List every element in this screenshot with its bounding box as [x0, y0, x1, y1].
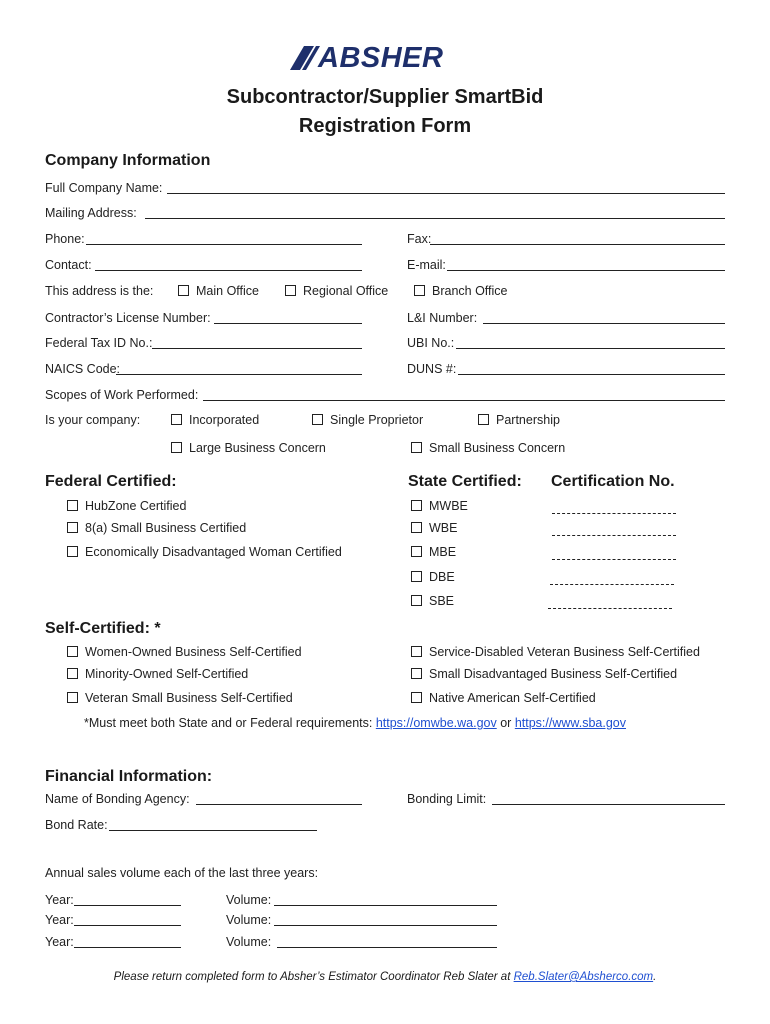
- volume1-label: Volume:: [226, 893, 272, 907]
- partnership-checkbox[interactable]: [478, 413, 560, 427]
- checkbox-icon: [411, 442, 422, 453]
- wbe-cert-field[interactable]: [552, 535, 676, 536]
- mailing-address-field[interactable]: [145, 218, 725, 219]
- address-type-label: This address is the:: [45, 284, 154, 298]
- certification-number-heading: Certification No.: [551, 473, 675, 490]
- license-label: Contractor’s License Number:: [45, 311, 211, 325]
- ubi-field[interactable]: [456, 348, 725, 349]
- email-field[interactable]: [447, 270, 725, 271]
- bonding-limit-label: Bonding Limit:: [407, 792, 487, 806]
- wbe-checkbox[interactable]: [411, 521, 457, 535]
- small-business-checkbox[interactable]: [411, 441, 565, 455]
- checkbox-icon: [67, 546, 78, 557]
- checkbox-icon: [411, 668, 422, 679]
- main-office-label: Main Office: [196, 284, 259, 298]
- wbe-label: WBE: [429, 521, 458, 535]
- checkbox-icon: [411, 646, 422, 657]
- duns-field[interactable]: [458, 374, 725, 375]
- large-business-checkbox[interactable]: [171, 441, 326, 455]
- 8a-checkbox[interactable]: [67, 521, 246, 535]
- contact-field[interactable]: [95, 270, 362, 271]
- sbe-cert-field[interactable]: [548, 608, 672, 609]
- checkbox-icon: [411, 692, 422, 703]
- incorporated-checkbox[interactable]: [171, 413, 259, 427]
- checkbox-icon: [285, 285, 296, 296]
- footer-email-link[interactable]: Reb.Slater@Absherco.com: [513, 971, 654, 983]
- veteran-small-business-checkbox[interactable]: [67, 691, 293, 705]
- checkbox-icon: [67, 522, 78, 533]
- requirements-note-text: *Must meet both State and or Federal requirements:: [84, 716, 373, 730]
- mbe-checkbox[interactable]: [411, 545, 456, 559]
- main-office-checkbox[interactable]: [178, 284, 259, 298]
- small-disadvantaged-checkbox[interactable]: [411, 667, 677, 681]
- scopes-field[interactable]: [203, 400, 725, 401]
- bonding-agency-label: Name of Bonding Agency:: [45, 792, 190, 806]
- branch-office-checkbox[interactable]: [414, 284, 508, 298]
- checkbox-icon: [411, 546, 422, 557]
- checkbox-icon: [67, 646, 78, 657]
- large-business-label: Large Business Concern: [189, 441, 326, 455]
- footer-text: Please return completed form to Absher’s Estimator Coordinator Reb Slater at: [113, 971, 511, 983]
- naics-label: NAICS Code:: [45, 362, 121, 376]
- duns-label: DUNS #:: [407, 362, 457, 376]
- naics-field[interactable]: [116, 374, 362, 375]
- bonding-limit-field[interactable]: [492, 804, 725, 805]
- state-certified-heading: State Certified:: [408, 473, 522, 490]
- bond-rate-field[interactable]: [109, 830, 317, 831]
- checkbox-icon: [411, 500, 422, 511]
- small-disadvantaged-label: Small Disadvantaged Business Self-Certified: [429, 667, 678, 681]
- absher-logo-text: ABSHER: [318, 42, 444, 74]
- footer-note: [0, 971, 770, 983]
- year2-label: Year:: [45, 913, 74, 927]
- financial-info-heading: Financial Information:: [45, 768, 213, 785]
- 8a-label: 8(a) Small Business Certified: [85, 521, 247, 535]
- phone-label: Phone:: [45, 232, 85, 246]
- service-disabled-veteran-label: Service-Disabled Veteran Business Self-Certified: [429, 645, 700, 659]
- checkbox-icon: [178, 285, 189, 296]
- form-title-line2: Registration Form: [298, 115, 472, 137]
- year1-label: Year:: [45, 893, 74, 907]
- volume3-label: Volume:: [226, 935, 272, 949]
- checkbox-icon: [67, 692, 78, 703]
- veteran-small-business-label: Veteran Small Business Self-Certified: [85, 691, 293, 705]
- minority-owned-checkbox[interactable]: [67, 667, 248, 681]
- minority-owned-label: Minority-Owned Self-Certified: [85, 667, 249, 681]
- regional-office-label: Regional Office: [303, 284, 389, 298]
- volume1-field[interactable]: [274, 905, 497, 906]
- women-owned-checkbox[interactable]: [67, 645, 302, 659]
- partnership-label: Partnership: [496, 413, 560, 427]
- volume2-label: Volume:: [226, 913, 272, 927]
- hubzone-label: HubZone Certified: [85, 499, 187, 513]
- sbe-label: SBE: [429, 594, 455, 608]
- year3-field[interactable]: [74, 947, 181, 948]
- full-company-name-label: Full Company Name:: [45, 181, 163, 195]
- bond-rate-label: Bond Rate:: [45, 818, 108, 832]
- small-business-label: Small Business Concern: [429, 441, 566, 455]
- edwosb-checkbox[interactable]: [67, 545, 342, 559]
- company-type-label: Is your company:: [45, 413, 141, 427]
- checkbox-icon: [478, 414, 489, 425]
- fax-label: Fax:: [407, 232, 432, 246]
- li-label: L&I Number:: [407, 311, 478, 325]
- tax-id-field[interactable]: [152, 348, 362, 349]
- single-proprietor-checkbox[interactable]: [312, 413, 423, 427]
- checkbox-icon: [67, 500, 78, 511]
- year1-field[interactable]: [74, 905, 181, 906]
- scopes-label: Scopes of Work Performed:: [45, 388, 199, 402]
- fax-field[interactable]: [430, 244, 725, 245]
- email-label: E-mail:: [407, 258, 446, 272]
- dbe-cert-field[interactable]: [550, 584, 674, 585]
- checkbox-icon: [411, 571, 422, 582]
- mwbe-cert-field[interactable]: [552, 513, 676, 514]
- or-text: or: [500, 716, 512, 730]
- requirements-note: [84, 716, 626, 730]
- full-company-name-field[interactable]: [167, 193, 725, 194]
- hubzone-checkbox[interactable]: [67, 499, 186, 513]
- company-info-heading: Company Information: [45, 152, 211, 169]
- form-title-line1: Subcontractor/Supplier SmartBid: [226, 86, 544, 108]
- contact-label: Contact:: [45, 258, 92, 272]
- incorporated-label: Incorporated: [189, 413, 260, 427]
- sbe-checkbox[interactable]: [411, 594, 454, 608]
- branch-office-label: Branch Office: [432, 284, 508, 298]
- checkbox-icon: [411, 595, 422, 606]
- single-proprietor-label: Single Proprietor: [330, 413, 424, 427]
- regional-office-checkbox[interactable]: [285, 284, 388, 298]
- bonding-agency-field[interactable]: [196, 804, 362, 805]
- checkbox-icon: [171, 442, 182, 453]
- annual-sales-label: Annual sales volume each of the last three years:: [45, 866, 319, 880]
- li-field[interactable]: [483, 323, 725, 324]
- self-certified-heading: Self-Certified: *: [45, 620, 161, 637]
- dbe-label: DBE: [429, 570, 455, 584]
- year2-field[interactable]: [74, 925, 181, 926]
- sba-link[interactable]: https://www.sba.gov: [514, 716, 626, 730]
- ubi-label: UBI No.:: [407, 336, 455, 350]
- service-disabled-veteran-checkbox[interactable]: [411, 645, 700, 659]
- dbe-checkbox[interactable]: [411, 570, 455, 584]
- edwosb-label: Economically Disadvantaged Woman Certified: [85, 545, 342, 559]
- checkbox-icon: [411, 522, 422, 533]
- women-owned-label: Women-Owned Business Self-Certified: [85, 645, 302, 659]
- mwbe-label: MWBE: [429, 499, 468, 513]
- license-field[interactable]: [214, 323, 362, 324]
- volume2-field[interactable]: [274, 925, 497, 926]
- omwbe-link[interactable]: https://omwbe.wa.gov: [375, 716, 497, 730]
- volume3-field[interactable]: [277, 947, 497, 948]
- checkbox-icon: [312, 414, 323, 425]
- checkbox-icon: [67, 668, 78, 679]
- mwbe-checkbox[interactable]: [411, 499, 468, 513]
- native-american-label: Native American Self-Certified: [429, 691, 596, 705]
- phone-field[interactable]: [86, 244, 362, 245]
- checkbox-icon: [414, 285, 425, 296]
- federal-certified-heading: Federal Certified:: [45, 473, 177, 490]
- tax-id-label: Federal Tax ID No.:: [45, 336, 153, 350]
- footer-period: .: [653, 971, 657, 983]
- mbe-cert-field[interactable]: [552, 559, 676, 560]
- mailing-address-label: Mailing Address:: [45, 206, 137, 220]
- checkbox-icon: [171, 414, 182, 425]
- mbe-label: MBE: [429, 545, 457, 559]
- year3-label: Year:: [45, 935, 74, 949]
- native-american-checkbox[interactable]: [411, 691, 596, 705]
